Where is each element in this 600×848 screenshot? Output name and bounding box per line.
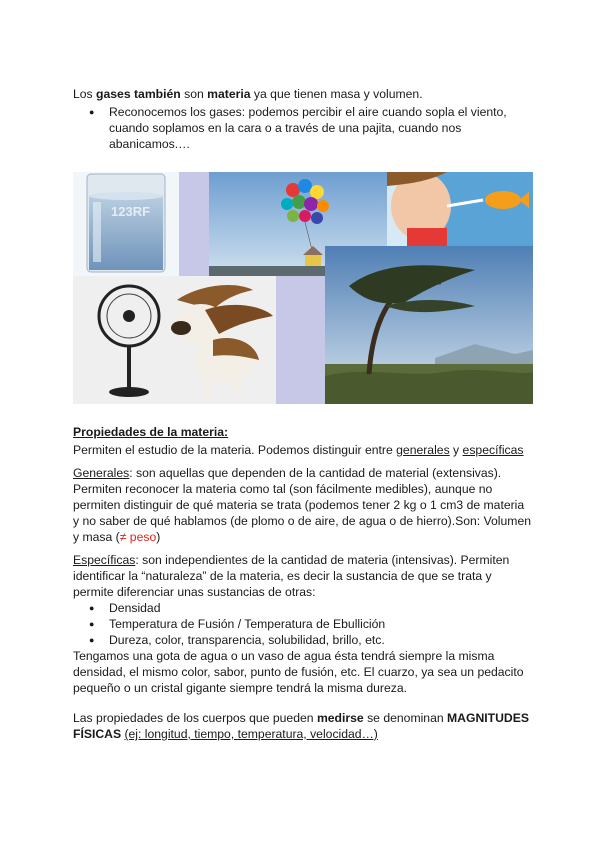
- especificas-list: [73, 600, 533, 648]
- intro-bullet-list: [73, 104, 533, 152]
- intro-materia-bold: materia: [207, 87, 251, 101]
- generales-paragraph: [73, 465, 533, 545]
- watermark-text: 123RF: [111, 204, 151, 219]
- properties-intro-text: Permiten el estudio de la materia. Podemos distinguir entre: [73, 443, 397, 457]
- magnitudes-text-mid: se denominan: [363, 711, 448, 725]
- properties-intro-and: y: [449, 443, 463, 457]
- generales-close: ): [156, 530, 161, 544]
- magnitudes-example: (ej: longitud, tiempo, temperatura, velocidad…): [124, 727, 378, 741]
- list-item: ● Temperatura de Fusión / Temperatura de Ebullición: [109, 616, 533, 632]
- intro-paragraph: [73, 86, 533, 102]
- magnitudes-paragraph: [73, 710, 533, 742]
- collage-divider-lower: [276, 276, 325, 404]
- intro-text-post: ya que tienen masa y volumen.: [250, 87, 423, 101]
- magnitudes-text: Las propiedades de los cuerpos que pueden: [73, 711, 317, 725]
- especificas-text: : son independientes de la cantidad de materia (intensivas). Permiten identificar la “naturaleza” de la materia, es decir la sustancia de que se trata y permite diferenciar unas sustancias de otras:: [73, 553, 510, 599]
- especificas-label: Específicas: [73, 553, 136, 567]
- intro-text-mid: son: [180, 87, 208, 101]
- water-paragraph: Tengamos una gota de agua o un vaso de agua ésta tendrá siempre la misma densidad, el mismo color, sabor, punto de fusión, etc. El cuarzo, ya sea un pedacito pequeño o un cristal gigante siempre tendrá la misma dureza.: [73, 649, 524, 695]
- properties-heading: Propiedades de la materia:: [73, 425, 229, 439]
- especificas-link[interactable]: específicas: [462, 443, 524, 457]
- generales-label: Generales: [73, 466, 130, 480]
- generales-text: : son aquellas que dependen de la cantidad de material (extensivas). Permiten reconocer la materia como tal (son fácilmente medibles), aunque no permiten distinguir de qué materia se trata (podemos tener 2 kg o 1 cm3 de materia y no saber de qué hablamos (de plomo o de aire, de agua o de hierro).Son: Volumen y masa (: [73, 466, 532, 544]
- gas-photo-collage: [73, 172, 533, 404]
- water-glass-photo: [73, 172, 179, 276]
- generales-link[interactable]: generales: [396, 443, 450, 457]
- fan-dog-photo: [73, 276, 276, 404]
- document-page: [73, 86, 533, 742]
- intro-text: Los: [73, 87, 97, 101]
- not-weight-note: ≠ peso: [119, 530, 157, 544]
- medirse-bold: medirse: [316, 711, 364, 725]
- list-item: ● Densidad: [109, 600, 533, 616]
- properties-intro: [73, 442, 533, 458]
- magnitudes-fisicas-bold: MAGNITUDES FÍSICAS: [73, 711, 529, 741]
- especificas-paragraph: [73, 552, 533, 600]
- intro-bullet-item: ● Reconocemos los gases: podemos percibir el aire cuando sopla el viento, cuando soplamos en la cara o a través de una pajita, cuando nos abanicamos.…: [109, 104, 533, 152]
- collage-divider: [179, 172, 209, 276]
- list-item: ● Dureza, color, transparencia, solubilidad, brillo, etc.: [109, 632, 533, 648]
- windswept-tree-photo: [325, 246, 533, 404]
- child-blowing-photo: [387, 172, 533, 246]
- intro-gases-bold: gases también: [96, 87, 181, 101]
